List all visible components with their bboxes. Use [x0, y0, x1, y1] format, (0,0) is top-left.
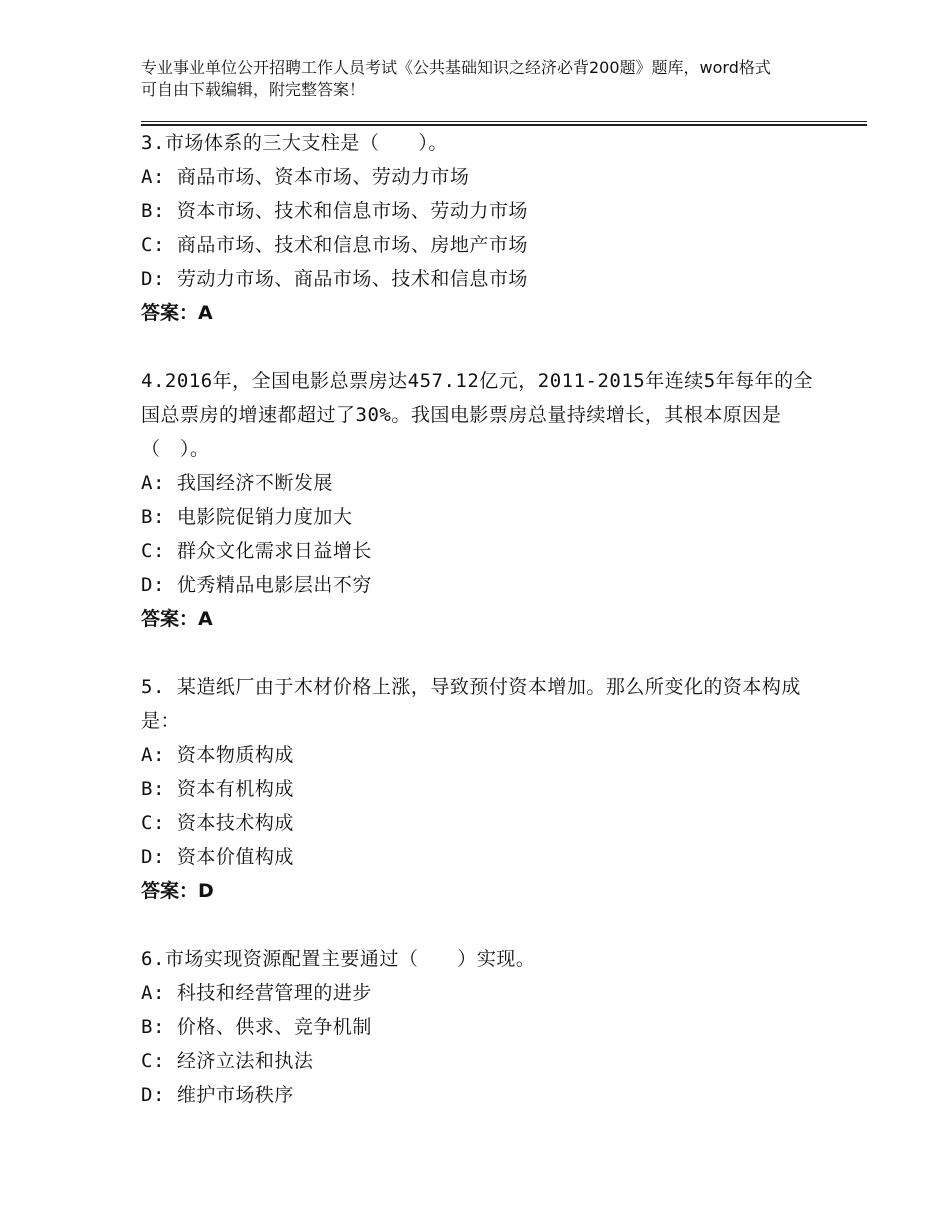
option-d: D: 维护市场秩序 [141, 1084, 294, 1106]
option-c: C: 经济立法和执法 [141, 1050, 314, 1072]
answer-label: 答案：D [141, 880, 214, 902]
spacer [141, 636, 821, 670]
question-block [141, 364, 821, 636]
spacer [141, 330, 821, 364]
header-divider-thin [141, 121, 867, 122]
question-block [141, 942, 821, 1112]
answer-label: 答案：A [141, 302, 213, 324]
option-c: C: 商品市场、技术和信息市场、房地产市场 [141, 234, 528, 256]
option-c: C: 群众文化需求日益增长 [141, 540, 372, 562]
option-b: B: 价格、供求、竞争机制 [141, 1016, 372, 1038]
spacer [141, 908, 821, 942]
question-stem: 5. 某造纸厂由于木材价格上涨，导致预付资本增加。那么所变化的资本构成是： [141, 676, 801, 732]
question-stem: 4.2016年，全国电影总票房达457.12亿元，2011-2015年连续5年每年的全国总票房的增速都超过了30%。我国电影票房总量持续增长，其根本原因是（ ）。 [141, 370, 814, 460]
option-c: C: 资本技术构成 [141, 812, 294, 834]
question-block [141, 670, 821, 908]
option-b: B: 资本有机构成 [141, 778, 294, 800]
question-block [141, 126, 821, 330]
answer-label: 答案：A [141, 608, 213, 630]
option-a: A: 资本物质构成 [141, 744, 294, 766]
question-stem: 6.市场实现资源配置主要通过（ ）实现。 [141, 948, 536, 970]
option-a: A: 科技和经营管理的进步 [141, 982, 372, 1004]
document-header: 专业事业单位公开招聘工作人员考试《公共基础知识之经济必背200题》题库，word格式可自由下载编辑，附完整答案！ [141, 58, 771, 99]
option-a: A: 商品市场、资本市场、劳动力市场 [141, 166, 470, 188]
question-list [141, 126, 821, 1112]
option-d: D: 劳动力市场、商品市场、技术和信息市场 [141, 268, 528, 290]
question-stem: 3.市场体系的三大支柱是（ ）。 [141, 132, 448, 154]
option-d: D: 优秀精品电影层出不穷 [141, 574, 372, 596]
option-a: A: 我国经济不断发展 [141, 472, 333, 494]
option-b: B: 资本市场、技术和信息市场、劳动力市场 [141, 200, 528, 222]
option-d: D: 资本价值构成 [141, 846, 294, 868]
option-b: B: 电影院促销力度加大 [141, 506, 353, 528]
